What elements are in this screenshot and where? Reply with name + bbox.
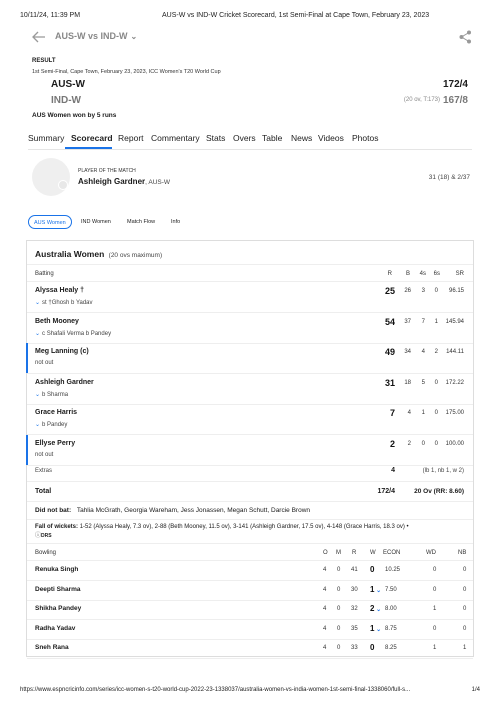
team-name: IND-W [51, 95, 81, 106]
strike-rate: 96.15 [448, 288, 464, 294]
runs: 49 [384, 347, 395, 357]
col-header-r: R [387, 271, 392, 277]
divider [27, 519, 473, 520]
tab-scorecard[interactable]: Scorecard [71, 133, 113, 143]
batter-name[interactable]: Meg Lanning (c) [35, 348, 89, 355]
no-balls: 0 [463, 586, 467, 593]
chevron-down-icon[interactable]: ⌄ [374, 587, 382, 594]
wickets [370, 604, 381, 613]
batter-name[interactable]: Beth Mooney [35, 317, 79, 325]
runs: 7 [389, 408, 395, 418]
scorecard-card [26, 240, 474, 657]
current-batter-indicator [26, 343, 28, 373]
team-row-aus [51, 79, 468, 93]
balls: 34 [404, 349, 411, 355]
sixes: 0 [434, 379, 438, 386]
bowler-name[interactable]: Radha Yadav [35, 624, 76, 632]
match-selector-label: AUS-W vs IND-W [55, 31, 128, 41]
dismissal-text: not out [35, 451, 54, 458]
player-of-the-match [32, 158, 470, 196]
wickets [370, 643, 374, 652]
fow-label: Fall of wickets: [35, 524, 79, 530]
tab-news[interactable]: News [291, 133, 313, 143]
col-header-b: B [405, 271, 410, 277]
tab-videos[interactable]: Videos [318, 133, 344, 143]
fours: 4 [421, 349, 425, 355]
chevron-down-icon: ⌄ [130, 32, 138, 41]
divider [27, 501, 473, 502]
potm-label: PLAYER OF THE MATCH [78, 168, 136, 174]
print-url: https://www.espncricinfo.com/series/icc-women-s-t20-world-cup-2022-23-1338037/australia-women-vs-india-women-1st-semi-final-1338060/full-s... [20, 687, 411, 693]
overs: 4 [323, 625, 327, 632]
balls: 37 [404, 318, 411, 325]
runs-conceded: 35 [351, 625, 358, 632]
drs-icon: ⓘ [35, 533, 42, 539]
fours: 1 [421, 410, 425, 416]
divider [27, 481, 473, 482]
result-label: RESULT [32, 58, 56, 64]
bowling-header: Bowling [35, 550, 57, 556]
dnb-player[interactable]: Jess Jonassen, [180, 507, 226, 514]
subtab-ind-women[interactable]: IND Women [81, 219, 111, 225]
dismissal-text: c Shafali Verma b Pandey [42, 330, 112, 337]
strike-rate: 172.22 [445, 379, 464, 386]
dismissal [35, 421, 67, 428]
col-header-4s: 4s [419, 271, 426, 277]
wides: 1 [433, 606, 437, 612]
dnb-player[interactable]: Darcie Brown [271, 507, 311, 514]
batter-name[interactable]: Ellyse Perry [35, 439, 76, 447]
wides: 0 [433, 567, 437, 573]
potm-figures: 31 (18) & 2/37 [428, 174, 470, 181]
drs-label: DRS [41, 533, 52, 539]
chevron-down-icon[interactable]: ⌄ [35, 422, 41, 428]
tab-summary[interactable]: Summary [28, 133, 65, 143]
wides: 0 [433, 586, 437, 593]
col-header-o: O [323, 550, 328, 556]
team-flag-icon [58, 180, 68, 190]
maidens: 0 [337, 645, 341, 651]
batter-name[interactable]: Alyssa Healy † [35, 287, 85, 294]
wides: 1 [433, 645, 437, 651]
dismissal [35, 360, 53, 366]
main-tabs [28, 130, 472, 150]
col-header-wd: WD [426, 550, 436, 556]
wickets-value: 0 [370, 565, 375, 574]
economy: 10.25 [385, 567, 401, 573]
balls: 4 [407, 410, 411, 416]
match-meta: 1st Semi-Final, Cape Town, February 23, 2023, ICC Women's T20 World Cup [32, 69, 221, 75]
tab-photos[interactable]: Photos [352, 133, 379, 143]
did-not-bat-label: Did not bat: [35, 507, 72, 514]
did-not-bat [35, 507, 310, 514]
divider [27, 600, 473, 601]
divider [27, 560, 473, 561]
team-score: 172/4 [442, 79, 468, 90]
runs-conceded: 30 [351, 586, 358, 593]
subtab-match-flow[interactable]: Match Flow [127, 219, 156, 225]
col-header-r: R [352, 550, 357, 556]
tab-stats[interactable]: Stats [206, 133, 226, 143]
economy: 8.75 [385, 625, 397, 632]
divider [27, 373, 473, 374]
dnb-player[interactable]: Georgia Wareham, [124, 507, 179, 514]
team-row-ind [51, 95, 468, 109]
divider [27, 619, 473, 620]
overs: 4 [323, 567, 327, 573]
overs: 4 [323, 586, 327, 593]
potm-player: Ashleigh Gardner [78, 177, 146, 186]
divider [27, 281, 473, 282]
bowler-name[interactable]: Shikha Pandey [35, 605, 82, 612]
strike-rate: 100.00 [445, 440, 464, 447]
runs: 25 [384, 286, 395, 296]
sixes: 0 [434, 288, 438, 294]
economy: 8.25 [385, 645, 397, 651]
runs: 31 [384, 377, 395, 388]
dismissal-text: b Sharma [42, 391, 69, 398]
col-header-w: W [370, 550, 376, 556]
chevron-down-icon[interactable]: ⌄ [35, 330, 41, 337]
divider [27, 264, 473, 265]
divider [27, 580, 473, 581]
total-detail: 20 Ov (RR: 8.60) [414, 488, 464, 495]
subtab-aus-women[interactable]: AUS Women [28, 215, 72, 229]
wickets-value: 2 [370, 604, 375, 613]
tab-table[interactable]: Table [262, 133, 283, 143]
overs: 4 [323, 606, 327, 612]
fours: 3 [421, 288, 425, 294]
share-icon[interactable] [459, 30, 472, 44]
dnb-player[interactable]: Megan Schutt, [227, 507, 270, 514]
wickets-value: 0 [370, 643, 375, 652]
wides: 0 [433, 625, 437, 632]
no-balls: 0 [463, 567, 467, 573]
dismissal [35, 391, 68, 398]
col-header-m: M [336, 550, 341, 556]
total-label: Total [35, 488, 52, 495]
total-value: 172/4 [377, 488, 395, 495]
bowler-name[interactable]: Renuka Singh [35, 566, 79, 573]
maidens: 0 [337, 606, 341, 612]
potm-name[interactable] [78, 177, 170, 186]
active-tab-indicator [65, 147, 112, 149]
arrow-left-icon[interactable] [32, 31, 46, 43]
runs-conceded: 41 [351, 567, 358, 573]
overs: 4 [323, 645, 327, 651]
print-title: AUS-W vs IND-W Cricket Scorecard, 1st Semi-Final at Cape Town, February 23, 2023 [162, 12, 430, 19]
sixes: 0 [434, 440, 438, 447]
fours: 0 [421, 440, 425, 447]
economy: 7.50 [385, 586, 397, 593]
print-footer [20, 687, 480, 697]
innings-team: Australia Women [35, 249, 105, 259]
batter-name[interactable]: Grace Harris [35, 409, 78, 416]
col-header-econ: ECON [383, 550, 401, 556]
innings-subtitle: (20 ovs maximum) [108, 252, 163, 259]
current-batter-indicator [26, 435, 28, 465]
wickets [370, 624, 381, 633]
innings-title [35, 249, 162, 259]
dismissal-text: not out [35, 360, 54, 366]
team-overs: (20 ov, T:173) [403, 97, 440, 103]
chevron-down-icon[interactable]: ⌄ [35, 391, 41, 398]
fow-text: 1-52 (Alyssa Healy, 7.3 ov), 2-88 (Beth Mooney, 11.5 ov), 3-141 (Ashleigh Gardner, 17.5 ov), 4-148 (Grace Harris, 18.3 ov) • [79, 524, 409, 530]
chevron-down-icon[interactable]: ⌄ [374, 607, 382, 613]
economy: 8.00 [385, 606, 397, 612]
dismissal [35, 299, 93, 306]
sixes: 2 [434, 349, 438, 355]
maidens: 0 [337, 625, 341, 632]
runs-conceded: 33 [351, 645, 358, 651]
strike-rate: 144.11 [446, 349, 464, 355]
subtab-info[interactable]: Info [171, 219, 181, 225]
runs-conceded: 32 [351, 606, 358, 612]
print-header [20, 12, 480, 24]
bowler-name[interactable]: Sneh Rana [35, 644, 69, 651]
runs: 54 [384, 316, 395, 327]
chevron-down-icon[interactable]: ⌄ [374, 626, 382, 633]
match-selector[interactable] [55, 31, 137, 41]
no-balls: 0 [463, 625, 467, 632]
dismissal-text: st †Ghosh b Yadav [42, 300, 93, 306]
avatar [32, 158, 70, 196]
batter-name[interactable]: Ashleigh Gardner [35, 378, 94, 386]
wickets-value: 1 [370, 584, 375, 594]
sixes: 1 [434, 318, 438, 325]
tab-commentary[interactable]: Commentary [151, 133, 200, 143]
runs: 2 [389, 438, 395, 449]
extras-label: Extras [35, 468, 53, 474]
wickets [370, 585, 381, 594]
divider [27, 404, 473, 405]
potm-team: , AUS-W [145, 179, 171, 186]
divider [27, 658, 473, 659]
divider [27, 465, 473, 466]
strike-rate: 175.00 [445, 410, 464, 416]
top-bar [30, 30, 472, 46]
dismissal-text: b Pandey [42, 422, 68, 428]
team-name: AUS-W [51, 79, 85, 90]
fours: 5 [421, 379, 425, 386]
divider [27, 434, 473, 435]
col-header-sr: SR [455, 271, 464, 277]
col-header-nb: NB [458, 550, 467, 556]
tab-overs[interactable]: Overs [233, 133, 256, 143]
maidens: 0 [337, 567, 341, 573]
print-timestamp: 10/11/24, 11:39 PM [20, 12, 81, 19]
dnb-player[interactable]: Tahlia McGrath, [76, 507, 123, 514]
divider [27, 312, 473, 313]
divider [27, 543, 473, 544]
balls: 26 [404, 288, 411, 294]
fall-of-wickets [35, 523, 465, 541]
strike-rate: 145.94 [445, 318, 464, 325]
bowler-name[interactable]: Deepti Sharma [35, 585, 81, 593]
balls: 2 [407, 440, 411, 447]
fours: 7 [421, 318, 425, 325]
wickets-value: 1 [370, 623, 375, 633]
tab-report[interactable]: Report [118, 133, 144, 143]
team-score: 167/8 [442, 95, 468, 106]
print-page-number: 1/4 [471, 687, 480, 693]
batting-header: Batting [35, 271, 54, 277]
no-balls: 1 [463, 645, 467, 651]
no-balls: 0 [463, 606, 467, 612]
balls: 18 [404, 379, 411, 386]
divider [27, 343, 473, 344]
divider [27, 639, 473, 640]
col-header-6s: 6s [433, 271, 440, 277]
sixes: 0 [434, 410, 438, 416]
extras-detail: (lb 1, nb 1, w 2) [422, 468, 464, 474]
extras-value: 4 [391, 467, 395, 474]
wickets [370, 565, 374, 574]
dismissal [35, 330, 111, 337]
dismissal [35, 452, 53, 458]
maidens: 0 [337, 586, 341, 593]
chevron-down-icon[interactable]: ⌄ [35, 300, 41, 306]
result-summary: AUS Women won by 5 runs [32, 112, 117, 119]
